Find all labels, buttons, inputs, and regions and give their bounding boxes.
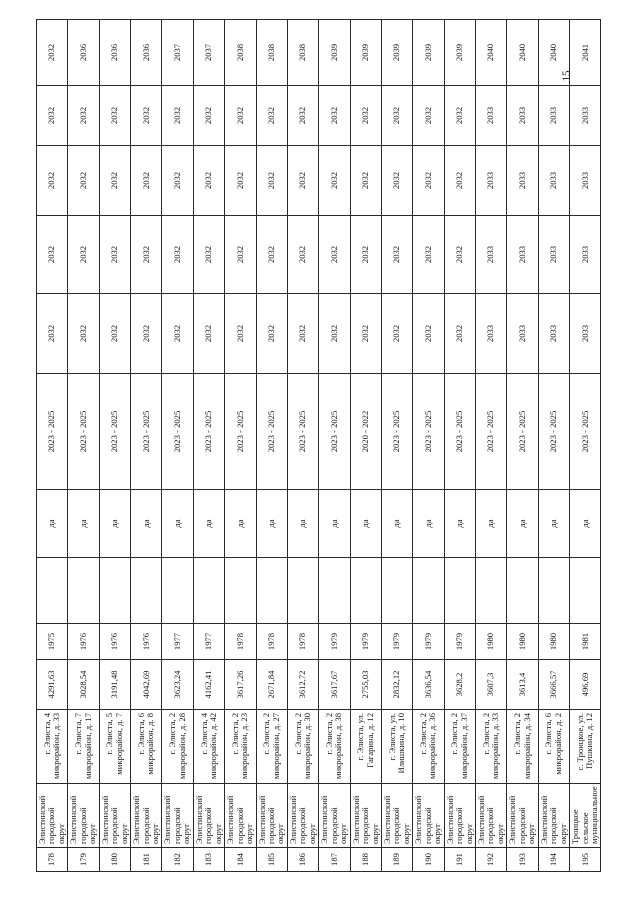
area-cell: 3028,54 — [68, 660, 99, 710]
flag-cell: да — [256, 490, 287, 558]
table-row — [507, 20, 538, 872]
build-year-cell: 1976 — [131, 624, 162, 660]
empty-cell — [193, 558, 224, 624]
repair-year-5-cell: 2039 — [319, 20, 350, 86]
address-cell: г. Элиста, ул. Гагарина, д. 12 — [350, 710, 381, 784]
repair-year-4-cell: 2032 — [381, 86, 412, 146]
build-year-cell: 1979 — [381, 624, 412, 660]
repair-year-2-cell: 2032 — [193, 216, 224, 294]
empty-cell — [68, 558, 99, 624]
repair-year-2-cell: 2032 — [444, 216, 475, 294]
repair-year-1-cell: 2033 — [507, 294, 538, 374]
repair-year-1-cell: 2033 — [570, 294, 601, 374]
repair-year-1-cell: 2032 — [131, 294, 162, 374]
municipality-cell: Элистинский городской округ — [68, 784, 99, 848]
flag-cell: да — [287, 490, 318, 558]
flag-cell: да — [68, 490, 99, 558]
repair-year-5-cell: 2039 — [413, 20, 444, 86]
address-cell: с. Троицкое, ул. Пушкина, д. 12 — [570, 710, 601, 784]
repair-year-1-cell: 2032 — [444, 294, 475, 374]
survey-period-cell: 2023 - 2025 — [570, 374, 601, 490]
table-row — [476, 20, 507, 872]
build-year-cell: 1981 — [570, 624, 601, 660]
repair-year-4-cell: 2032 — [287, 86, 318, 146]
repair-year-4-cell: 2032 — [99, 86, 130, 146]
repair-year-2-cell: 2032 — [287, 216, 318, 294]
empty-cell — [350, 558, 381, 624]
flag-cell: да — [37, 490, 68, 558]
repair-year-5-cell: 2036 — [68, 20, 99, 86]
area-cell: 3623,24 — [162, 660, 193, 710]
repair-year-5-cell: 2038 — [256, 20, 287, 86]
repair-year-3-cell: 2032 — [131, 146, 162, 216]
table-row — [413, 20, 444, 872]
build-year-cell: 1978 — [225, 624, 256, 660]
empty-cell — [287, 558, 318, 624]
repair-year-2-cell: 2032 — [350, 216, 381, 294]
address-cell: г. Элиста, 2 микрорайон, д. 28 — [162, 710, 193, 784]
municipality-cell: Элистинский городской округ — [350, 784, 381, 848]
address-cell: г. Элиста, 5 микрорайон, д. 7 — [99, 710, 130, 784]
repair-year-4-cell: 2032 — [350, 86, 381, 146]
repair-year-5-cell: 2037 — [162, 20, 193, 86]
municipality-cell: Элистинский городской округ — [37, 784, 68, 848]
flag-cell: да — [193, 490, 224, 558]
table-row — [131, 20, 162, 872]
area-cell: 496,69 — [570, 660, 601, 710]
repair-year-1-cell: 2032 — [37, 294, 68, 374]
municipality-cell: Элистинский городской округ — [287, 784, 318, 848]
empty-cell — [99, 558, 130, 624]
flag-cell: да — [381, 490, 412, 558]
repair-year-2-cell: 2033 — [507, 216, 538, 294]
address-cell: г. Элиста, 6 микрорайон, д. 2 — [538, 710, 569, 784]
repair-year-3-cell: 2032 — [68, 146, 99, 216]
table-row — [193, 20, 224, 872]
address-cell: г. Элиста, 2 микрорайон, д. 30 — [287, 710, 318, 784]
housing-repair-table — [36, 19, 601, 872]
repair-year-3-cell: 2032 — [256, 146, 287, 216]
table-row — [350, 20, 381, 872]
area-cell: 2832,12 — [381, 660, 412, 710]
empty-cell — [570, 558, 601, 624]
survey-period-cell: 2023 - 2025 — [256, 374, 287, 490]
repair-year-3-cell: 2032 — [193, 146, 224, 216]
flag-cell: да — [131, 490, 162, 558]
empty-cell — [225, 558, 256, 624]
repair-year-4-cell: 2032 — [37, 86, 68, 146]
area-cell: 3613,4 — [507, 660, 538, 710]
empty-cell — [413, 558, 444, 624]
flag-cell: да — [538, 490, 569, 558]
row-number-cell: 189 — [381, 848, 412, 872]
repair-year-3-cell: 2032 — [225, 146, 256, 216]
repair-year-4-cell: 2032 — [193, 86, 224, 146]
empty-cell — [131, 558, 162, 624]
empty-cell — [476, 558, 507, 624]
row-number-cell: 181 — [131, 848, 162, 872]
flag-cell: да — [319, 490, 350, 558]
survey-period-cell: 2023 - 2025 — [507, 374, 538, 490]
repair-year-3-cell: 2032 — [99, 146, 130, 216]
empty-cell — [538, 558, 569, 624]
area-cell: 2755,03 — [350, 660, 381, 710]
survey-period-cell: 2023 - 2025 — [381, 374, 412, 490]
build-year-cell: 1979 — [413, 624, 444, 660]
survey-period-cell: 2023 - 2025 — [538, 374, 569, 490]
empty-cell — [381, 558, 412, 624]
row-number-cell: 195 — [570, 848, 601, 872]
municipality-cell: Элистинский городской округ — [256, 784, 287, 848]
address-cell: г. Элиста, 2 микрорайон, д. 37 — [444, 710, 475, 784]
survey-period-cell: 2023 - 2025 — [193, 374, 224, 490]
area-cell: 4162,41 — [193, 660, 224, 710]
empty-cell — [319, 558, 350, 624]
row-number-cell: 188 — [350, 848, 381, 872]
build-year-cell: 1980 — [507, 624, 538, 660]
empty-cell — [37, 558, 68, 624]
area-cell: 3636,54 — [413, 660, 444, 710]
repair-year-1-cell: 2033 — [476, 294, 507, 374]
row-number-cell: 182 — [162, 848, 193, 872]
repair-year-4-cell: 2032 — [131, 86, 162, 146]
address-cell: г. Элиста, 7 микрорайон, д. 17 — [68, 710, 99, 784]
repair-year-5-cell: 2039 — [444, 20, 475, 86]
build-year-cell: 1978 — [287, 624, 318, 660]
repair-year-1-cell: 2032 — [287, 294, 318, 374]
repair-year-1-cell: 2032 — [193, 294, 224, 374]
row-number-cell: 180 — [99, 848, 130, 872]
survey-period-cell: 2023 - 2025 — [37, 374, 68, 490]
table-row — [381, 20, 412, 872]
row-number-cell: 193 — [507, 848, 538, 872]
row-number-cell: 186 — [287, 848, 318, 872]
flag-cell: да — [476, 490, 507, 558]
row-number-cell: 183 — [193, 848, 224, 872]
survey-period-cell: 2023 - 2025 — [476, 374, 507, 490]
survey-period-cell: 2023 - 2025 — [99, 374, 130, 490]
repair-year-2-cell: 2033 — [570, 216, 601, 294]
build-year-cell: 1980 — [538, 624, 569, 660]
repair-year-4-cell: 2033 — [538, 86, 569, 146]
flag-cell: да — [570, 490, 601, 558]
area-cell: 3617,26 — [225, 660, 256, 710]
repair-year-4-cell: 2032 — [444, 86, 475, 146]
repair-year-5-cell: 2036 — [99, 20, 130, 86]
repair-year-5-cell: 2039 — [350, 20, 381, 86]
address-cell: г. Элиста, 2 микрорайон, д. 36 — [413, 710, 444, 784]
repair-year-4-cell: 2032 — [162, 86, 193, 146]
table-row — [162, 20, 193, 872]
survey-period-cell: 2023 - 2025 — [68, 374, 99, 490]
repair-year-2-cell: 2033 — [476, 216, 507, 294]
municipality-cell: Элистинский городской округ — [476, 784, 507, 848]
repair-year-2-cell: 2032 — [381, 216, 412, 294]
repair-year-1-cell: 2032 — [381, 294, 412, 374]
repair-year-5-cell: 2036 — [131, 20, 162, 86]
repair-year-5-cell: 2040 — [476, 20, 507, 86]
repair-year-5-cell: 2041 — [570, 20, 601, 86]
repair-year-2-cell: 2033 — [538, 216, 569, 294]
municipality-cell: Элистинский городской округ — [507, 784, 538, 848]
area-cell: 3617,67 — [319, 660, 350, 710]
address-cell: г. Элиста, 2 микрорайон, д. 38 — [319, 710, 350, 784]
municipality-cell: Элистинский городской округ — [538, 784, 569, 848]
municipality-cell: Троицкое сельское муниципальное — [570, 784, 601, 848]
flag-cell: да — [444, 490, 475, 558]
area-cell: 2671,84 — [256, 660, 287, 710]
row-number-cell: 194 — [538, 848, 569, 872]
repair-year-1-cell: 2033 — [538, 294, 569, 374]
table-row — [570, 20, 601, 872]
survey-period-cell: 2023 - 2025 — [319, 374, 350, 490]
repair-year-3-cell: 2032 — [381, 146, 412, 216]
repair-year-2-cell: 2032 — [131, 216, 162, 294]
repair-year-2-cell: 2032 — [162, 216, 193, 294]
survey-period-cell: 2023 - 2025 — [413, 374, 444, 490]
table-row — [225, 20, 256, 872]
repair-year-3-cell: 2033 — [538, 146, 569, 216]
repair-year-5-cell: 2037 — [193, 20, 224, 86]
repair-year-3-cell: 2032 — [319, 146, 350, 216]
address-cell: г. Элиста, 2 микрорайон, д. 34 — [507, 710, 538, 784]
table-row — [256, 20, 287, 872]
build-year-cell: 1979 — [319, 624, 350, 660]
area-cell: 4291,63 — [37, 660, 68, 710]
repair-year-3-cell: 2033 — [570, 146, 601, 216]
address-cell: г. Элиста, 2 микрорайон, д. 33 — [476, 710, 507, 784]
repair-year-4-cell: 2032 — [225, 86, 256, 146]
repair-year-5-cell: 2039 — [381, 20, 412, 86]
repair-year-3-cell: 2033 — [507, 146, 538, 216]
address-cell: г. Элиста, 4 микрорайон, д. 33 — [37, 710, 68, 784]
repair-year-4-cell: 2033 — [570, 86, 601, 146]
repair-year-5-cell: 2040 — [538, 20, 569, 86]
area-cell: 3666,57 — [538, 660, 569, 710]
empty-cell — [507, 558, 538, 624]
area-cell: 3612,72 — [287, 660, 318, 710]
survey-period-cell: 2020 - 2022 — [350, 374, 381, 490]
repair-year-2-cell: 2032 — [256, 216, 287, 294]
table-row — [538, 20, 569, 872]
build-year-cell: 1979 — [350, 624, 381, 660]
repair-year-3-cell: 2032 — [350, 146, 381, 216]
repair-year-1-cell: 2032 — [413, 294, 444, 374]
area-cell: 3191,48 — [99, 660, 130, 710]
repair-year-4-cell: 2032 — [68, 86, 99, 146]
table-row — [287, 20, 318, 872]
repair-year-1-cell: 2032 — [162, 294, 193, 374]
survey-period-cell: 2023 - 2025 — [131, 374, 162, 490]
municipality-cell: Элистинский городской округ — [131, 784, 162, 848]
table-row — [68, 20, 99, 872]
build-year-cell: 1975 — [37, 624, 68, 660]
repair-year-3-cell: 2033 — [476, 146, 507, 216]
repair-year-5-cell: 2038 — [225, 20, 256, 86]
address-cell: г. Элиста, 2 микрорайон, д. 23 — [225, 710, 256, 784]
empty-cell — [162, 558, 193, 624]
table-row — [319, 20, 350, 872]
repair-year-1-cell: 2032 — [350, 294, 381, 374]
repair-year-1-cell: 2032 — [319, 294, 350, 374]
flag-cell: да — [350, 490, 381, 558]
table-body — [37, 20, 601, 872]
repair-year-4-cell: 2033 — [476, 86, 507, 146]
flag-cell: да — [99, 490, 130, 558]
repair-year-3-cell: 2032 — [37, 146, 68, 216]
empty-cell — [444, 558, 475, 624]
address-cell: г. Элиста, 6 микрорайон, д. 8 — [131, 710, 162, 784]
flag-cell: да — [162, 490, 193, 558]
table-row — [444, 20, 475, 872]
row-number-cell: 192 — [476, 848, 507, 872]
municipality-cell: Элистинский городской округ — [319, 784, 350, 848]
row-number-cell: 191 — [444, 848, 475, 872]
repair-year-4-cell: 2033 — [507, 86, 538, 146]
flag-cell: да — [507, 490, 538, 558]
repair-year-4-cell: 2032 — [319, 86, 350, 146]
repair-year-2-cell: 2032 — [37, 216, 68, 294]
repair-year-3-cell: 2032 — [287, 146, 318, 216]
survey-period-cell: 2023 - 2025 — [444, 374, 475, 490]
area-cell: 4042,69 — [131, 660, 162, 710]
repair-year-3-cell: 2032 — [413, 146, 444, 216]
municipality-cell: Элистинский городской округ — [162, 784, 193, 848]
survey-period-cell: 2023 - 2025 — [225, 374, 256, 490]
address-cell: г. Элиста, 2 микрорайон, д. 27 — [256, 710, 287, 784]
repair-year-2-cell: 2032 — [319, 216, 350, 294]
build-year-cell: 1978 — [256, 624, 287, 660]
repair-year-2-cell: 2032 — [225, 216, 256, 294]
municipality-cell: Элистинский городской округ — [193, 784, 224, 848]
table-row — [99, 20, 130, 872]
row-number-cell: 184 — [225, 848, 256, 872]
survey-period-cell: 2023 - 2025 — [287, 374, 318, 490]
flag-cell: да — [413, 490, 444, 558]
municipality-cell: Элистинский городской округ — [413, 784, 444, 848]
repair-year-1-cell: 2032 — [225, 294, 256, 374]
row-number-cell: 178 — [37, 848, 68, 872]
repair-year-5-cell: 2040 — [507, 20, 538, 86]
repair-year-4-cell: 2032 — [256, 86, 287, 146]
area-cell: 3628,2 — [444, 660, 475, 710]
area-cell: 3607,3 — [476, 660, 507, 710]
build-year-cell: 1976 — [99, 624, 130, 660]
flag-cell: да — [225, 490, 256, 558]
build-year-cell: 1977 — [162, 624, 193, 660]
repair-year-3-cell: 2032 — [162, 146, 193, 216]
repair-year-2-cell: 2032 — [413, 216, 444, 294]
municipality-cell: Элистинский городской округ — [444, 784, 475, 848]
row-number-cell: 187 — [319, 848, 350, 872]
build-year-cell: 1976 — [68, 624, 99, 660]
table-row — [37, 20, 68, 872]
row-number-cell: 190 — [413, 848, 444, 872]
repair-year-3-cell: 2032 — [444, 146, 475, 216]
empty-cell — [256, 558, 287, 624]
municipality-cell: Элистинский городской округ — [225, 784, 256, 848]
repair-year-1-cell: 2032 — [99, 294, 130, 374]
survey-period-cell: 2023 - 2025 — [162, 374, 193, 490]
repair-year-2-cell: 2032 — [68, 216, 99, 294]
repair-year-1-cell: 2032 — [256, 294, 287, 374]
page-number: 15 — [560, 70, 573, 82]
build-year-cell: 1977 — [193, 624, 224, 660]
repair-year-5-cell: 2038 — [287, 20, 318, 86]
repair-year-4-cell: 2032 — [413, 86, 444, 146]
row-number-cell: 185 — [256, 848, 287, 872]
repair-year-5-cell: 2032 — [37, 20, 68, 86]
repair-year-2-cell: 2032 — [99, 216, 130, 294]
build-year-cell: 1979 — [444, 624, 475, 660]
municipality-cell: Элистинский городской округ — [99, 784, 130, 848]
municipality-cell: Элистинский городской округ — [381, 784, 412, 848]
repair-year-1-cell: 2032 — [68, 294, 99, 374]
row-number-cell: 179 — [68, 848, 99, 872]
address-cell: г. Элиста, ул. Илишкина, д. 10 — [381, 710, 412, 784]
address-cell: г. Элиста, 4 микрорайон, д. 42 — [193, 710, 224, 784]
build-year-cell: 1980 — [476, 624, 507, 660]
